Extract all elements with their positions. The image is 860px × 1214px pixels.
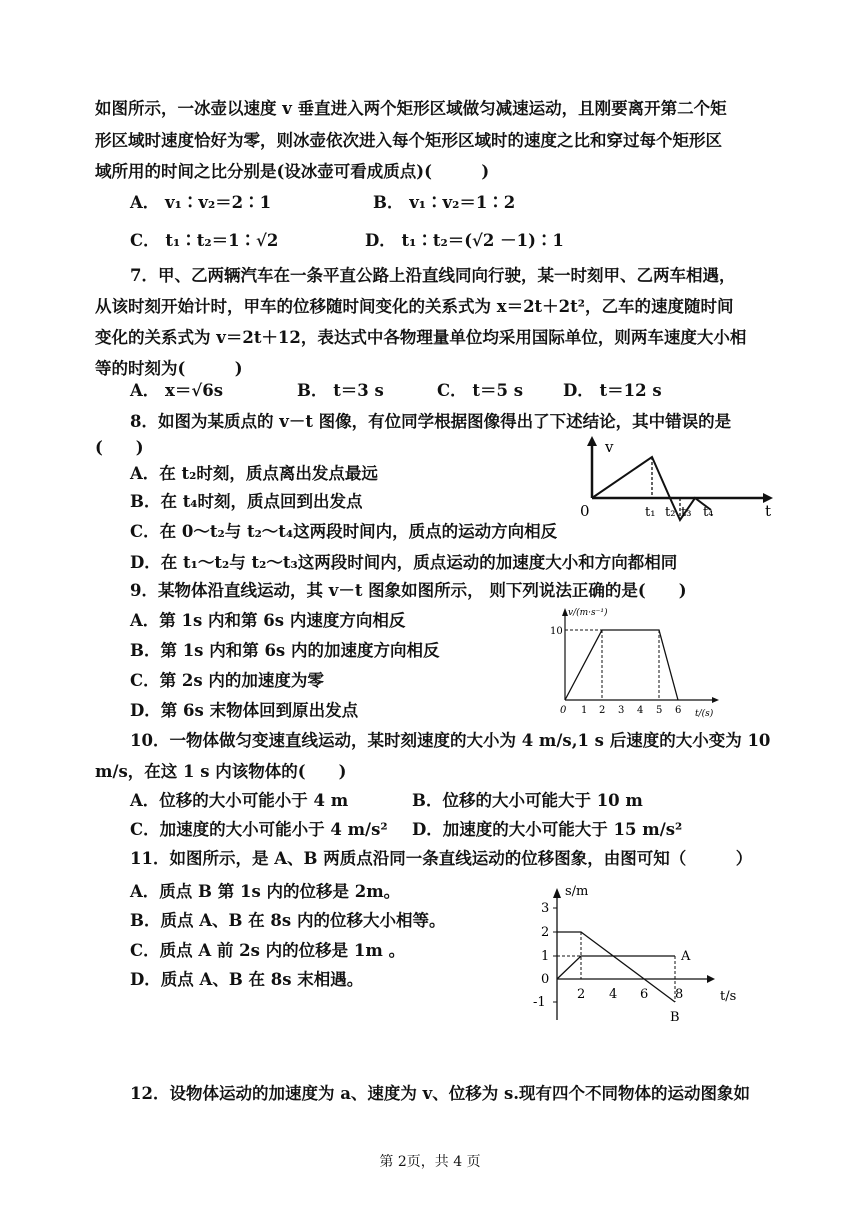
q8-origin-label: 0 [580, 502, 590, 520]
q6-option-a: A． v₁∶v₂＝2∶1 [130, 193, 272, 212]
q8-option-c: C．在 0～t₂与 t₂～t₄这两段时间内，质点的运动方向相反 [130, 522, 558, 541]
q11-option-c: C．质点 A 前 2s 内的位移是 1m 。 [130, 941, 406, 960]
q12-line: 12．设物体运动的加速度为 a、速度为 v、位移为 s.现有四个不同物体的运动图象如 [130, 1084, 751, 1103]
q8-t2-label: t₂ [665, 505, 676, 520]
q9-x-label: t/(s) [695, 709, 714, 719]
q10-option-b: B．位移的大小可能大于 10 m [412, 791, 643, 810]
q7-line-3: 变化的关系式为 v＝2t＋12，表达式中各物理量单位均采用国际单位，则两车速度大小相 [95, 328, 747, 347]
q11-option-b: B．质点 A、B 在 8s 内的位移大小相等。 [130, 911, 446, 930]
q11-t-arrow [707, 975, 715, 983]
q11-x-tick-4: 4 [609, 987, 618, 1002]
q11-x-label: t/s [720, 989, 737, 1004]
q7-line-4: 等的时刻为( ) [95, 359, 243, 378]
q8-option-b: B．在 t₄时刻，质点回到出发点 [130, 492, 363, 511]
q9-x-tick-1: 1 [581, 705, 588, 716]
q8-option-d: D．在 t₁～t₂与 t₂～t₃这两段时间内，质点运动的加速度大小和方向都相同 [130, 553, 678, 572]
q11-x-tick-6: 6 [640, 987, 649, 1002]
q11-s-arrow [553, 888, 561, 898]
q9-y-label: v/(m·s⁻¹) [568, 608, 608, 618]
q6-line-2: 形区域时速度恰好为零，则冰壶依次进入每个矩形区域时的速度之比和穿过每个矩形区 [95, 131, 722, 150]
q11-option-a: A．质点 B 第 1s 内的位移是 2m。 [130, 882, 401, 901]
q6-option-c: C． t₁∶t₂＝1∶√2 [130, 231, 279, 250]
q9-line: 9．某物体沿直线运动，其 v－t 图象如图所示， 则下列说法正确的是( ) [130, 581, 687, 600]
q7-option-a: A． x＝√6s [130, 381, 223, 400]
q6-line-1: 如图所示，一冰壶以速度 v 垂直进入两个矩形区域做匀减速运动，且刚要离开第二个矩 [95, 99, 727, 118]
q9-x-tick-3: 3 [618, 705, 625, 716]
q7-option-b: B． t＝3 s [297, 381, 384, 400]
q9-option-b: B．第 1s 内和第 6s 内的加速度方向相反 [130, 641, 440, 660]
q8-t1-label: t₁ [645, 505, 656, 520]
q10-line-2: m/s，在这 1 s 内该物体的( ) [95, 762, 347, 781]
q11-y-tick-3: 3 [541, 901, 550, 916]
q11-label-a: A [681, 949, 691, 964]
q11-x-tick-8: 8 [675, 987, 684, 1002]
q9-option-d: D．第 6s 末物体回到原出发点 [130, 701, 359, 720]
q8-vt-graph [575, 436, 775, 526]
q11-st-graph [525, 880, 755, 1030]
q11-option-d: D．质点 A、B 在 8s 末相遇。 [130, 970, 364, 989]
q9-x-tick-2: 2 [599, 705, 606, 716]
q8-t4-label: t₄ [703, 505, 714, 520]
q11-y-tick-0: 0 [541, 972, 550, 987]
q6-option-d: D． t₁∶t₂＝(√2 －1)∶1 [365, 231, 564, 250]
q9-vt-curve [565, 630, 678, 700]
page-footer: 第 2页，共 4 页 [379, 1154, 481, 1170]
q11-line: 11．如图所示，是 A、B 两质点沿同一条直线运动的位移图象，由图可知（ ） [130, 849, 753, 868]
q8-v-label: v [605, 438, 614, 456]
q9-vt-graph [545, 600, 725, 722]
q10-option-c: C．加速度的大小可能小于 4 m/s² [130, 820, 388, 839]
q6-line-3: 域所用的时间之比分别是(设冰壶可看成质点)( ) [95, 162, 490, 181]
q8-t3-label: t₃ [681, 505, 692, 520]
q10-option-a: A．位移的大小可能小于 4 m [130, 791, 349, 810]
q11-y-tick-1: 1 [541, 949, 550, 964]
q9-x-tick-6: 6 [675, 705, 682, 716]
q11-line-a [557, 956, 675, 979]
q10-line-1: 10．一物体做匀变速直线运动，某时刻速度的大小为 4 m/s,1 s 后速度的大小变为 10 [130, 731, 771, 750]
q11-y-tick-2: 2 [541, 925, 550, 940]
q9-t-arrow [712, 697, 719, 703]
q8-t-label: t [765, 502, 772, 520]
q11-label-b: B [670, 1010, 680, 1025]
q11-x-tick-2: 2 [577, 987, 586, 1002]
q8-v-arrow [587, 436, 597, 446]
q9-y-tick-10: 10 [550, 626, 563, 637]
q9-x-tick-0: 0 [560, 705, 567, 716]
q9-option-a: A．第 1s 内和第 6s 内速度方向相反 [130, 611, 406, 630]
q11-y-tick-neg1: -1 [533, 995, 546, 1010]
q9-x-tick-4: 4 [637, 705, 644, 716]
q6-option-b: B． v₁∶v₂＝1∶2 [373, 193, 516, 212]
q7-line-2: 从该时刻开始计时，甲车的位移随时间变化的关系式为 x＝2t＋2t²，乙车的速度随时间 [95, 297, 734, 316]
q8-line-1: 8．如图为某质点的 v－t 图像，有位同学根据图像得出了下述结论，其中错误的是 [130, 412, 732, 431]
q7-line-1: 7．甲、乙两辆汽车在一条平直公路上沿直线同向行驶，某一时刻甲、乙两车相遇， [130, 266, 736, 285]
q7-option-d: D． t＝12 s [563, 381, 662, 400]
q8-line-2: ( ) [95, 438, 144, 457]
q9-option-c: C．第 2s 内的加速度为零 [130, 671, 324, 690]
q7-option-c: C． t＝5 s [437, 381, 524, 400]
q9-x-tick-5: 5 [656, 705, 663, 716]
q8-option-a: A．在 t₂时刻，质点离出发点最远 [130, 464, 378, 483]
q10-option-d: D．加速度的大小可能大于 15 m/s² [412, 820, 683, 839]
q11-y-label: s/m [565, 884, 589, 899]
